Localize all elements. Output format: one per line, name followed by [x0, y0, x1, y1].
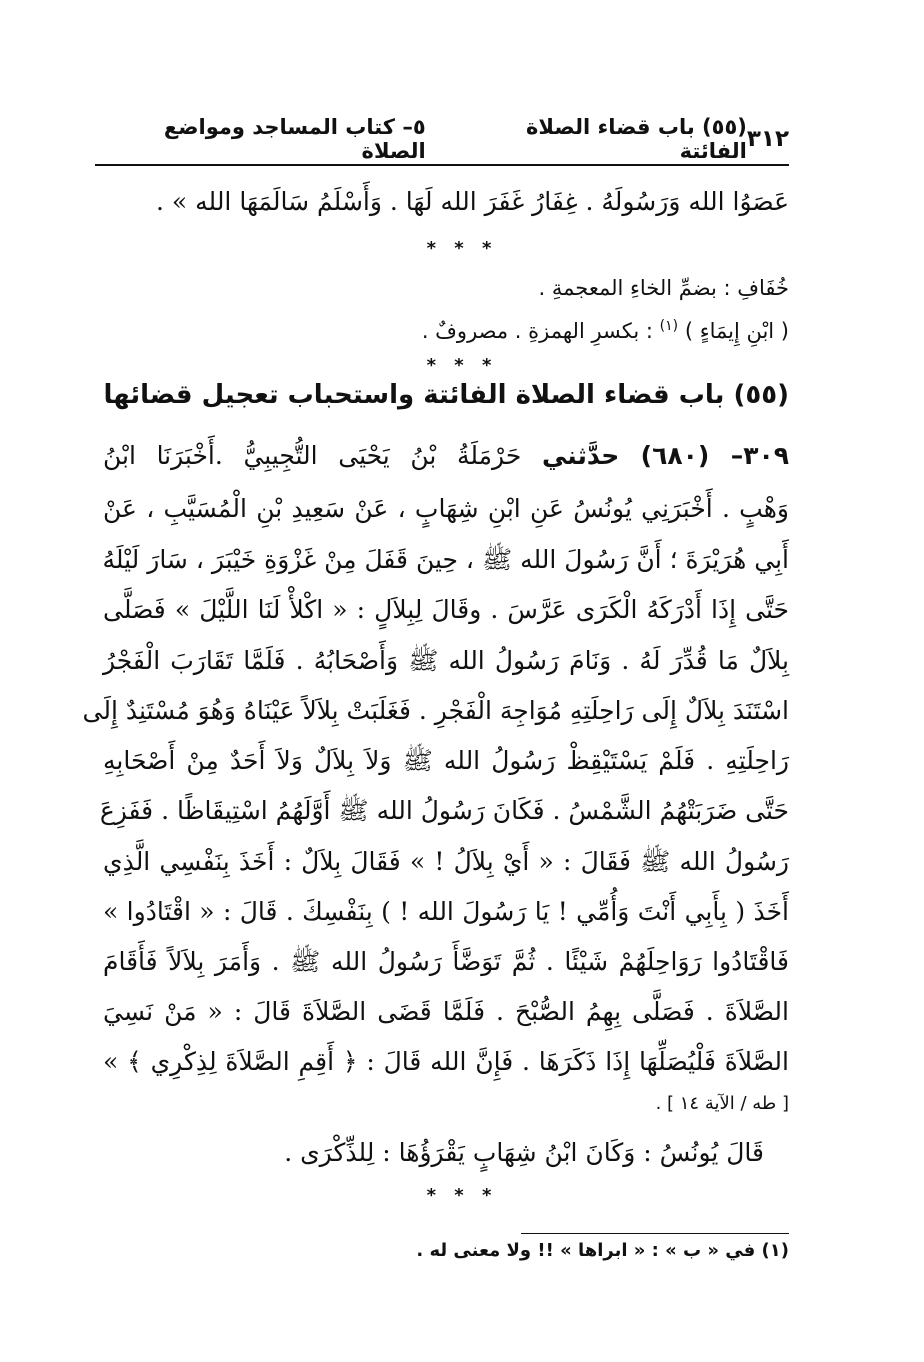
hadith-line: الصَّلاَةَ . فَصَلَّى بِهِمُ الصُّبْحَ . فَلَمَّا قَضَى الصَّلاَةَ قَالَ : « مَنْ نَسِيَ [103, 997, 789, 1026]
note-khufaf: خُفَافِ : بضمِّ الخاءِ المعجمةِ . [538, 276, 789, 300]
hadith-line: رَاحِلَتِهِ . فَلَمْ يَسْتَيْقِظْ رَسُولُ الله ﷺ وَلاَ بِلاَلٌ وَلاَ أَحَدٌ مِنْ أَصْحَابِهِ [103, 746, 789, 775]
hadith-line: حَتَّى إِذَا أَدْرَكَهُ الْكَرَى عَرَّسَ . وقَالَ لِبِلاَلٍ : « اكْلأْ لَنَا اللَّيْلَ » فَصَلَّى [103, 595, 789, 624]
separator-stars: * * * [426, 355, 498, 376]
hadith-line: الصَّلاَةَ فَلْيُصَلِّهَا إِذَا ذَكَرَهَا . فَإِنَّ الله قَالَ : ﴿ أَقِمِ الصَّلاَةَ لِذِكْرِي ﴾ » [103, 1047, 789, 1076]
book-running-title: ٥– كتاب المساجد ومواضع الصلاة [163, 115, 426, 163]
hadith-first-line [103, 436, 789, 476]
hadith-line: حَتَّى ضَرَبَتْهُمُ الشَّمْسُ . فَكَانَ رَسُولُ الله ﷺ أَوَّلَهُمُ اسْتِيقَاظًا . فَفَزِعَ [99, 796, 789, 825]
footnote-marker: (١) [659, 318, 679, 334]
hadith-line: أَبِي هُرَيْرَةَ ؛ أَنَّ رَسُولَ الله ﷺ ، حِينَ قَفَلَ مِنْ غَزْوَةِ خَيْبَرَ ، سَارَ لَيْلَهُ [102, 545, 789, 574]
page-header [95, 115, 789, 163]
quran-reference: [ طه / الآية ١٤ ] . [655, 1093, 789, 1114]
page-number: ٣١٢ [746, 126, 789, 152]
separator-stars: * * * [426, 238, 498, 259]
note-ibn-imaa [422, 306, 789, 351]
footnote-divider [521, 1233, 789, 1234]
note-term: ( ابْنِ إِيمَاءٍ ) [684, 319, 789, 343]
hadith-line: بِلاَلٌ مَا قُدِّرَ لَهُ . وَنَامَ رَسُولُ الله ﷺ وَأَصْحَابُهُ . فَلَمَّا تَقَارَبَ الْفَجْرُ [103, 646, 789, 675]
running-titles [95, 115, 747, 163]
hadith-line: اسْتَنَدَ بِلاَلٌ إِلَى رَاحِلَتِهِ مُوَاجِهَ الْفَجْرِ . فَغَلَبَتْ بِلاَلاً عَيْنَاهُ وَهُوَ مُسْتَنِدٌ إِلَى [82, 696, 789, 725]
chapter-running-title: (٥٥) باب قضاء الصلاة الفائتة [526, 115, 747, 163]
hadith-line: رَسُولُ الله ﷺ فَقَالَ : « أَيْ بِلاَلُ ! » فَقَالَ بِلاَلٌ : أَخَذَ بِنَفْسِي الَّذِي [103, 847, 789, 876]
hadith-first-line-text: حَرْمَلَةُ بْنُ يَحْيَى التُّجِيبِيُّ .أَخْبَرَنَا ابْنُ [103, 441, 522, 470]
chapter-heading: (٥٥) باب قضاء الصلاة الفائتة واستحباب تعجيل قضائها [103, 380, 789, 410]
separator-stars: * * * [426, 1185, 498, 1206]
hadith-line: فَاقْتَادُوا رَوَاحِلَهُمْ شَيْئًا . ثُمَّ تَوَضَّأَ رَسُولُ الله ﷺ . وَأَمَرَ بِلاَلاً فَأَقَامَ [103, 947, 789, 976]
hadith-line: وَهْبٍ . أَخْبَرَنِي يُونُسُ عَنِ ابْنِ شِهَابٍ ، عَنْ سَعِيدِ بْنِ الْمُسَيَّبِ ، عَنْ [103, 494, 789, 523]
intro-line: عَصَوُا الله وَرَسُولَهُ . غِفَارُ غَفَرَ الله لَهَا . وَأَسْلَمُ سَالَمَهَا الله » . [156, 187, 789, 216]
closing-line: قَالَ يُونُسُ : وَكَانَ ابْنُ شِهَابٍ يَقْرَؤُهَا : لِلذِّكْرَى . [284, 1138, 764, 1167]
header-divider [95, 164, 789, 166]
footnote-text: (١) في « ب » : « ابراها » !! ولا معنى له . [416, 1240, 789, 1261]
hadith-number: ٣٠٩– (٦٨٠) حدَّثني [541, 441, 790, 470]
note-explanation: : بكسرِ الهمزةِ . مصروفٌ . [421, 319, 653, 343]
hadith-line: أَخَذَ ( بِأَبِي أَنْتَ وَأُمِّي ! يَا رَسُولَ الله ! ) بِنَفْسِكَ . قَالَ : « اقْتَادُوا » [103, 897, 789, 926]
